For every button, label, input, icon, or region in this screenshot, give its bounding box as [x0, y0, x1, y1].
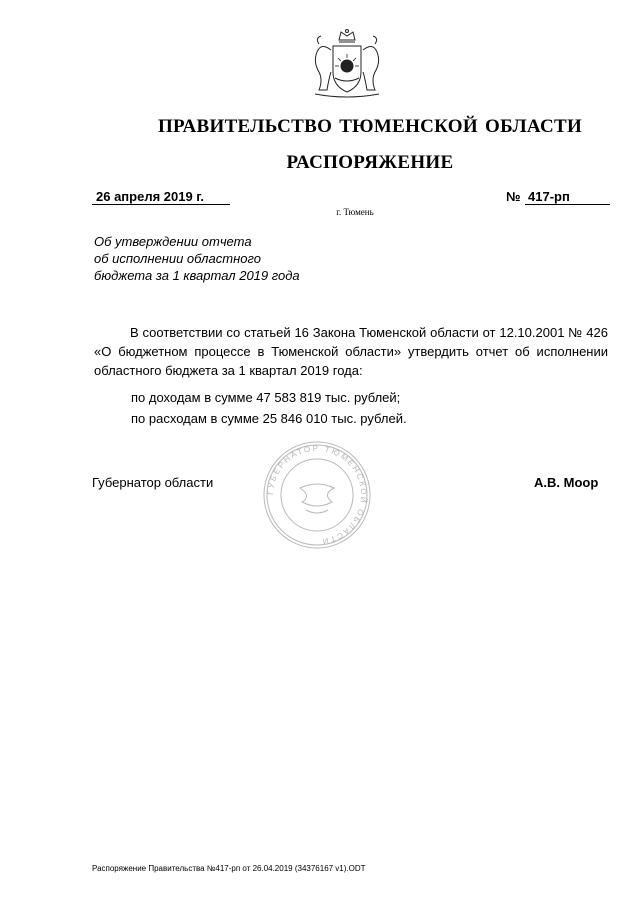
document-subject — [94, 233, 300, 284]
subject-line: бюджета за 1 квартал 2019 года — [94, 268, 300, 283]
government-title: ПРАВИТЕЛЬСТВО ТЮМЕНСКОЙ ОБЛАСТИ — [157, 116, 583, 137]
body-paragraph: В соответствии со статьей 16 Закона Тюменской области от 12.10.2001 № 426 «О бюджетном процессе в Тюменской области» утвердить отчет об исполнении областного бюджета за 1 квартал 2019 года: — [94, 325, 608, 378]
signer-position: Губернатор области — [92, 475, 214, 490]
document-number: 417-рп — [528, 189, 570, 204]
signer-name: А.В. Моор — [534, 475, 599, 490]
coat-of-arms-icon — [305, 28, 389, 102]
income-item: по доходам в сумме 47 583 819 тыс. рублей; — [131, 390, 401, 405]
subject-line: об исполнении областного — [94, 251, 261, 266]
date-underline — [92, 204, 230, 205]
official-seal-stamp — [262, 440, 372, 550]
footer-filename: Распоряжение Правительства №417-рп от 26.04.2019 (34376167 v1).ODT — [92, 864, 366, 873]
subject-line: Об утверждении отчета — [94, 234, 252, 249]
expense-item: по расходам в сумме 25 846 010 тыс. рублей. — [131, 411, 407, 426]
city-label: г. Тюмень — [336, 207, 374, 217]
number-underline — [525, 204, 610, 205]
seal-text: ГУБЕРНАТОР ТЮМЕНСКОЙ ОБЛАСТИ — [265, 443, 369, 546]
document-date: 26 апреля 2019 г. — [96, 189, 205, 204]
number-sign: № — [506, 189, 521, 204]
document-type-title: РАСПОРЯЖЕНИЕ — [286, 152, 454, 173]
